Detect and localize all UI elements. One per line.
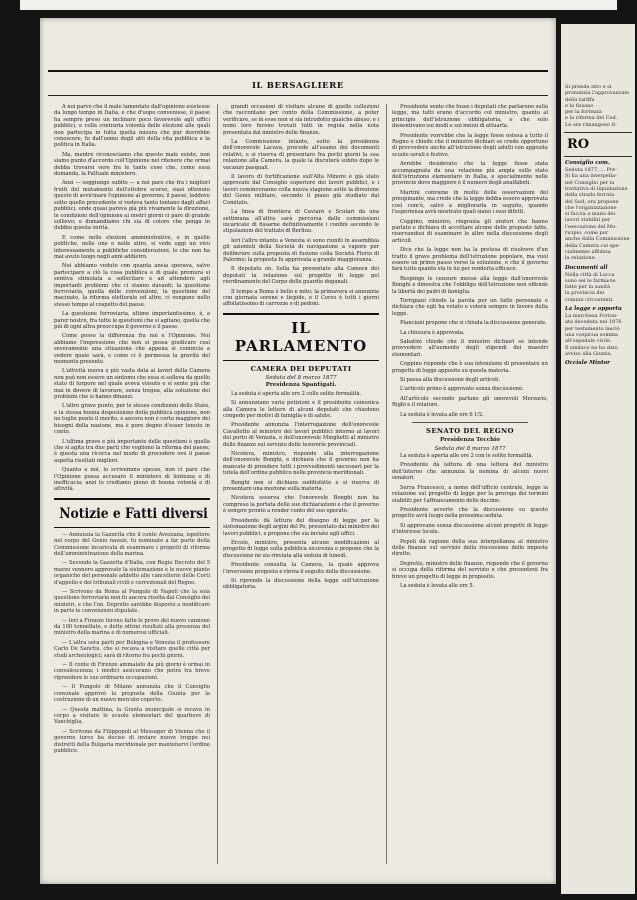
strip-heading: RO: [567, 137, 590, 153]
strip-subheading: Documenti all: [565, 264, 608, 271]
adjacent-page-strip: [561, 24, 635, 894]
strip-subheading: Occiale Mintor: [565, 360, 611, 367]
camera-date: Seduta del 8 marzo 1877: [265, 374, 337, 381]
paragraph: Pianciani propone che si chiuda la discussione generale.: [400, 320, 547, 327]
news-item: — Ieri a Firenze furono fatte le prove del nuovo cannone da 100 tonnellate, e dette ottimi risultati alla presenza del ministro della marina e di numerosi ufficiali.: [54, 617, 210, 637]
paragraph: Ieri l'altro intanto a Venezia si sono riuniti in assemblea gli azionisti della Società di navigazione a vapore per deliberare sulla proposta di fusione colla Società Florio di Palermo; la proposta fu approvata a grande maggioranza.: [223, 237, 379, 263]
section-rule: [223, 360, 379, 361]
news-item: — L'altra sera parti per Bologna e Venezia il professore Carlo De Sanctis, che si recava a visitare quelle città per studi archeologici; sarà di ritorno fra pochi giorni.: [54, 639, 210, 659]
column-2: [223, 104, 379, 874]
strip-line: della strada ferrata: [565, 192, 615, 199]
paragraph: Noi abbiamo veduto con quanta ansia sperava, salvo partecipare a ciò la cosa pubblica e di quale premura si sentiva stimolata a sollecitare e ad attendere agli importanti problemi che ci stanno davanti; la questione ferroviaria, quella delle convenzioni, la questione del macinato, la riforma elettorale ed altre, ci vengono nello stesso tempo al cospetto del paese.: [54, 263, 210, 308]
paragraph: Presidente consulta la Camera, la quale approva l'inversione proposta e rinvia il seguito della discussione.: [223, 562, 379, 575]
column-separator: [386, 104, 387, 864]
news-item: — Scrivono da Filippopoli al Messager di Vienna che il governo turco ha deciso di inviare nuove truppe nei distretti della Bulgaria meridionale per mantenervi l'ordine pubblico.: [54, 728, 210, 754]
paragraph: Presidente sente che fosse i deputati che parlarono sulla legge, ma tutti erano d'accordo col ministro, quanto al principio dell'istruzione obbligatoria, e che solo dissentivano sui modi e sui mezzi di attuarla.: [392, 104, 548, 130]
senato-presidency: Presidenza Tecchio: [439, 437, 501, 444]
paragraph: Presidente avverte che la discussione su questo progetto avrà luogo nella prossima seduta.: [392, 506, 548, 520]
paragraph: Si passa alla discussione degli articoli.: [400, 377, 501, 384]
strip-line: per la fortezza: [565, 109, 602, 116]
paragraph: Presidente annunzia l'interrogazione dell'onorevole Cavalletto al ministro dei lavori pubblici intorno ai lavori del porto di Venezia, e dell'onorevole Minghetti al ministro delle finanze sul servizio delle tesorerie provinciali.: [223, 422, 379, 448]
paragraph: grandi occasioni di visitare alcune di quelle collezioni che raccontano per conto della Commissione, a poter verificare, se in esse non si sia introdotto qualche abuso; e i nomi loro furono trovati tutti in regola nella nota presentata dal ministro delle finanze.: [223, 104, 379, 136]
paragraph: Torrigiani chiede la parola per un fatto personale e dichiara che egli ha votato e voterà sempre in favore della legge.: [392, 297, 548, 317]
paragraph: All'articolo secondo parlano gli onorevoli Merzario, Righi e il relatore.: [392, 395, 548, 409]
senato-date: Seduta del 8 marzo 1877: [434, 446, 506, 453]
paragraph: Martini conviene in molte delle osservazioni del preopinante, ma crede che la legge debba essere approvata così com'è, salvo a migliorarla in seguito, quando l'esperienza avrà mostrato quali siano i suoi difetti.: [392, 189, 548, 216]
section-rule: [54, 527, 210, 528]
paragraph: La seduta è levata alle ore 5.: [400, 582, 475, 589]
paragraph: Anzi — soggiunge subito — a noi pare che fra i migliori frutti del mutamento dell'ottobre scorso, siasi ottenuto questo di avvicinare l'opinione al governo; il paese, laddove sotto quello precedente si vedeva tanto lontano dagli affari pubblici, onde quasi pareva già più vivamente la direzione, le condizioni dell'opinione ai nostri giorni ci pare di grande sollievo; e domandiamo chi sia di coloro che ponga in dubbio questa verità.: [54, 180, 210, 232]
paragraph: Coppino risponde che è sua intenzione di presentare un progetto di legge apposito su questa materia.: [392, 361, 548, 374]
strip-line: comuni circostanti.: [565, 296, 614, 303]
paragraph: La Commissione intanto, sotto la presidenza dell'onorevole Lacava, procede all'esame dei documenti relativi, e si riserva di presentare fra pochi giorni la sua relazione alla Camera, la quale la discuterà subito dopo le vacanze pasquali.: [223, 139, 379, 171]
paragraph: Si approvano senza discussione alcuni progetti di legge d'interesse locale.: [392, 522, 548, 536]
news-item: — Questa mattina, la Giunta municipale si recava in corpo a visitare le scuole elementari del quartiere di Vanchiglia.: [54, 706, 210, 726]
paragraph: Nicotera, ministro, risponde alla interrogazione dell'onorevole Bonghi, e dichiara che il governo non ha mancato di prendere tutti i provvedimenti necessari per la tutela dell'ordine pubblico nelle provincie meridionali.: [223, 451, 379, 477]
paragraph: L'attività nuova e più vasta data ai lavori della Camera non può non essere un sintomo che essa si solleva da quello stato di torpore nel quale aveva vissuto e si sente più che mai in dovere di lavorare, senza tregua, alla soluzione dei problemi che si hanno dinanzi.: [54, 368, 210, 401]
masthead: IL BERSAGLIERE: [251, 81, 344, 91]
strip-line: e la fissano: [565, 102, 594, 109]
paragraph: Presidente dà lettura di una lettera del ministro dell'interno che annunzia la nomina di alcuni nuovi senatori.: [392, 462, 548, 482]
strip-line: ata deceduta nel 1876: [565, 319, 622, 326]
strip-line: e la riforma del Cod.: [565, 115, 618, 122]
strip-subheading: Consiglio com.: [565, 160, 610, 167]
column-1: [54, 104, 210, 874]
paragraph: E come nelle elezioni amministrative, e in quelle politiche, nelle une e nelle altre, si vede oggi un vivo interessamento a pubbliche considerazioni, lo che non ha mai avuto luogo negli anni addietro.: [54, 234, 210, 260]
paragraph: Presidente vorrebbe che la legge fosse estesa a tutto il Regno e chiede che il ministro dichiari se crede opportuno di provvedere anche all'istruzione degli adulti con apposite scuole serali e festive.: [392, 132, 548, 158]
strip-subheading: La legge e opportu: [565, 306, 622, 313]
paragraph: Il lavoro di fortificazione sull'Alta Minore è già stato approvato dal Consiglio superiore dei lavori pubblici, e i lavori cominceranno colla nuova stagione sotto la direzione del Genio militare, secondo il piano già studiato dal Comitato.: [223, 174, 379, 206]
paragraph: Ercole, ministro, presenta alcune modificazioni al progetto di legge sulla pubblica sicurezza e propone che la discussione ne sia rinviata alla seduta di lunedì.: [223, 539, 379, 559]
paragraph: Avrebbe desiderato che la legge fosse stata accompagnata da una relazione più ampia sullo stato dell'istruzione elementare in Italia, e specialmente nelle provincie dove maggiore è il numero degli analfabeti.: [392, 161, 548, 187]
paragraph: Quanto a noi, lo scrivemmo spesso, non ci pare che l'Opinione possa accusare il ministero di lentezza o di inefficacia; anzi lo crediamo pieno di buona volontà e di attività.: [54, 467, 210, 493]
paragraph: La seduta è levata alle ore 6 1/2.: [400, 411, 485, 418]
section-rule: [54, 498, 210, 500]
column-separator: [217, 104, 218, 864]
section-rule: [564, 156, 632, 157]
paragraph: La linea di frontiera di Caviaro e Scutari da una settimana all'altra sarà percorsa dalle commissioni incaricate di fissarne definitivamente i confini secondo le stipulazioni del trattato di Berlino.: [223, 209, 379, 235]
news-item: — Secondo la Gazzetta d'Italia, con Regio Decreto del 5 marzo vennero approvate la sistemazione e le nuove piante organiche del personale addetto alle cancellerie delle Corti d'appello e dei tribunali civili e correzionali del Regno.: [54, 560, 210, 586]
paragraph: Coppino, ministro, ringrazia gli oratori che hanno parlato e dichiara di accettare alcune delle proposte fatte, riservandosi di esaminare le altre nella discussione degli articoli.: [392, 218, 548, 244]
strip-line: anche dalla Commissione: [565, 236, 630, 243]
paragraph: La chiusura è approvata.: [400, 329, 465, 336]
paragraph: La questione ferroviaria, ultime importantissimo, è, a parer nostro, fra tutte le questioni che si agitano, quella che più di ogni altra preoccupa il governo e il paese.: [54, 311, 210, 330]
strip-line: la relazione.: [565, 255, 597, 262]
strip-line: nel Consiglio per la: [565, 179, 615, 186]
paragraph: L'ultima grave e più importante delle questioni è quella che si agita tra due parti che vogliono la riforma del paese; è questa una ricerca nel modo di procedere ove il paese aspetta risultati migliori.: [54, 438, 210, 464]
strip-line: della Camera cui spe-: [565, 242, 621, 249]
strip-line: fatte per la sanità: [565, 284, 611, 291]
strip-line: trattativa di liquidazione: [565, 185, 628, 192]
strip-line: l'esecuzione del Mu-: [565, 223, 617, 230]
news-item: — Annunzia la Gazzetta che il conte Avezzana, ispettore nel corpo del Genio navale, fu nominato a far parte della Commissione incaricata di esaminare i progetti di riforma dell'amministrazione della marina.: [54, 531, 210, 557]
strip-line: si faccia a mano dei: [565, 211, 616, 218]
strip-line: Si ha una interpella-: [565, 173, 617, 180]
newspaper-page: [40, 18, 556, 884]
paragraph: Ma, mentre riconosciamo che questo male esiste, non siamo punto d'accordo coll'Opinione nel ritenere che ormai debba trovarsi vere fra le tante cose che, come essa domanda, la Pattuale ministero.: [54, 151, 210, 178]
paragraph: Sabatini chiede che il ministro dichiari se intende provvedere all'aumento degli stipendi dei maestri elementari.: [392, 339, 548, 358]
news-item: — Il Pungolo di Milano annunzia che il Consiglio comunale approvò la proposta della Giunta per la costruzione di un nuovo mercato coperto.: [54, 684, 210, 704]
strip-line: della tariffa: [565, 96, 595, 103]
camera-presidency: Presidenza Spantigati.: [265, 381, 337, 388]
paragraph: La seduta è aperta alle ore 2 colle solite formalità.: [231, 390, 362, 397]
strip-line: cialmente affidata: [565, 248, 611, 255]
news-item: — Scrivono da Roma al Pungolo di Napoli che la sola questione ferroviaria non fu ancora risolta dal Consiglio dei ministri, e che l'on. Depretis sarebbe disposto a modificare in parte le convenzioni stipulate.: [54, 589, 210, 615]
top-rule: [48, 70, 548, 72]
strip-line: Seduta 1877, ... Pre-: [565, 167, 618, 174]
paragraph: La seduta è aperta alle ore 2 con le solite formalità.: [400, 453, 534, 460]
notizie-heading: Notizie e Fatti diversi: [59, 505, 208, 522]
paragraph: Come posso la differenza fra noi e l'Opinione. Noi abbiamo l'impressione che non si possa giudicare così severamente una situazione che appena si comincia a vedere quale sarà, e come ci è permessa la gravità del momento presente.: [54, 333, 210, 366]
paragraph: Presidente dà lettura del disegno di legge per la sistemazione degli argini del Po, presentato dal ministro dei lavori pubblici, e propone che sia inviato agli uffici.: [223, 517, 379, 537]
column-3: [392, 104, 548, 874]
strip-line: La marchesa Fortun-: [565, 313, 618, 320]
paragraph: Il tempo a Roma è bello e mite; la primavera si annunzia con giornate serene e tiepide, e il Corso è tutti i giorni affollatissimo di carrozze e di pedoni.: [223, 288, 379, 308]
section-rule: [564, 132, 632, 133]
paragraph: Serra Francesco, a nome dell'ufficio centrale, legge la relazione sul progetto di legge per la proroga dei termini stabiliti per l'affrancamento delle decime.: [392, 484, 548, 504]
strip-line: avviso alla Giunta.: [565, 350, 612, 357]
paragraph: Pepoli dà ragione della sua interpellanza al ministro delle finanze sul servizio della riscossione delle imposte dirette.: [392, 538, 548, 558]
paragraph: Depretis, ministro delle finanze, risponde che il governo si occupa della riforma del servizio e che presenterà fra breve un progetto di legge in proposito.: [392, 560, 548, 580]
paragraph: Si riprende la discussione della legge sull'istruzione obbligatoria.: [223, 577, 379, 591]
camera-heading: CAMERA DEI DEPUTATI: [250, 364, 352, 373]
strip-line: del Sud; ora propone: [565, 198, 619, 205]
strip-line: per testamento lasciò: [565, 325, 620, 332]
paragraph: Bonghi non si dichiara soddisfatto e si riserva di presentare una mozione sulla materia.: [223, 479, 379, 493]
paragraph: L'articolo primo è approvato senza discussione.: [400, 386, 524, 393]
strip-line: Il sindaco ne ha dato: [565, 344, 618, 351]
paragraph: A noi parve che il male lamentato dall'opinione esistesse da lungo tempo in Italia, e che d'uopo convenisse, il paese ha sempre preso un inclinare poco favorevole agli uffici pubblici, e colla contraria volontà delle elezioni alle quali non partecipa in tutta quella misura che pur dovrebbe conoscere, fu dall'uomo degli atti della vita pubblica e la politica in Italia.: [54, 104, 210, 149]
paragraph: Dice che la legge non ha la pretesa di risolvere d'un tratto il grave problema dell'istruzione popolare, ma vuol essere un primo passo verso la soluzione, e che il governo farà tutto quanto sta in lui per renderla efficace.: [392, 247, 548, 273]
parlamento-heading: IL PARLAMENTO: [234, 318, 368, 355]
section-rule: [223, 313, 379, 315]
paragraph: Nicotera osserva che l'onorevole Bonghi non ha compreso la portata delle sue dichiarazioni e che il governo è sempre pronto a render conto del suo operato.: [223, 495, 379, 515]
paragraph: L'altro grave punto, per le stesse condizioni dello Stato, e la stessa buona disposizione della pubblica opinione, non ne toglie punto il merito, e ancora non è certo maggiore dei bisogni della nazione, ma è pure degno d'esser tenuto in conto.: [54, 403, 210, 436]
section-rule: [412, 422, 528, 423]
strip-line: che l'organizzazione: [565, 204, 617, 211]
strip-line: pronunzia l'approvazione: [565, 90, 630, 97]
paragraph: Si annunziano varie petizioni e il presidente comunica alla Camera le lettere di alcuni deputati che chiedono congedo per motivi di famiglia e di salute.: [223, 400, 379, 419]
paragraph: Respinge le censure mosse alla legge dall'onorevole Bonghi e dimostra che l'obbligo dell'istruzione non offende la libertà dei padri di famiglia.: [392, 275, 548, 295]
strip-line: Le ore rimangono fi-: [565, 121, 617, 128]
strip-line: la provincia dei: [565, 290, 605, 297]
strip-line: Nella città di Lucca: [565, 271, 615, 278]
scanner-edge-top: [20, 0, 617, 10]
strip-line: una cospicua somma: [565, 331, 618, 338]
strip-line: all'ospedale civile.: [565, 338, 612, 345]
paragraph: Il deputato on. Sella ha presentato alla Camera dei deputati la relazione sul progetto di legge pel riordinamento del Corpo delle guardie doganali.: [223, 266, 379, 286]
strip-line: ricipio, come pur: [565, 230, 609, 237]
masthead-rule: [48, 95, 548, 96]
senato-heading: SENATO DEL REGNO: [426, 427, 514, 436]
strip-line: sono sei le farmacie: [565, 277, 616, 284]
news-item: — Il conte di Firenze ammalato da più giorni è ormai in convalescenza; i medici assicurano che potrà tra breve riprendere le sue ordinarie occupazioni.: [54, 662, 210, 681]
strip-line: lavori stabiliti per: [565, 217, 611, 224]
strip-line: Si prende atto e si: [565, 84, 612, 90]
